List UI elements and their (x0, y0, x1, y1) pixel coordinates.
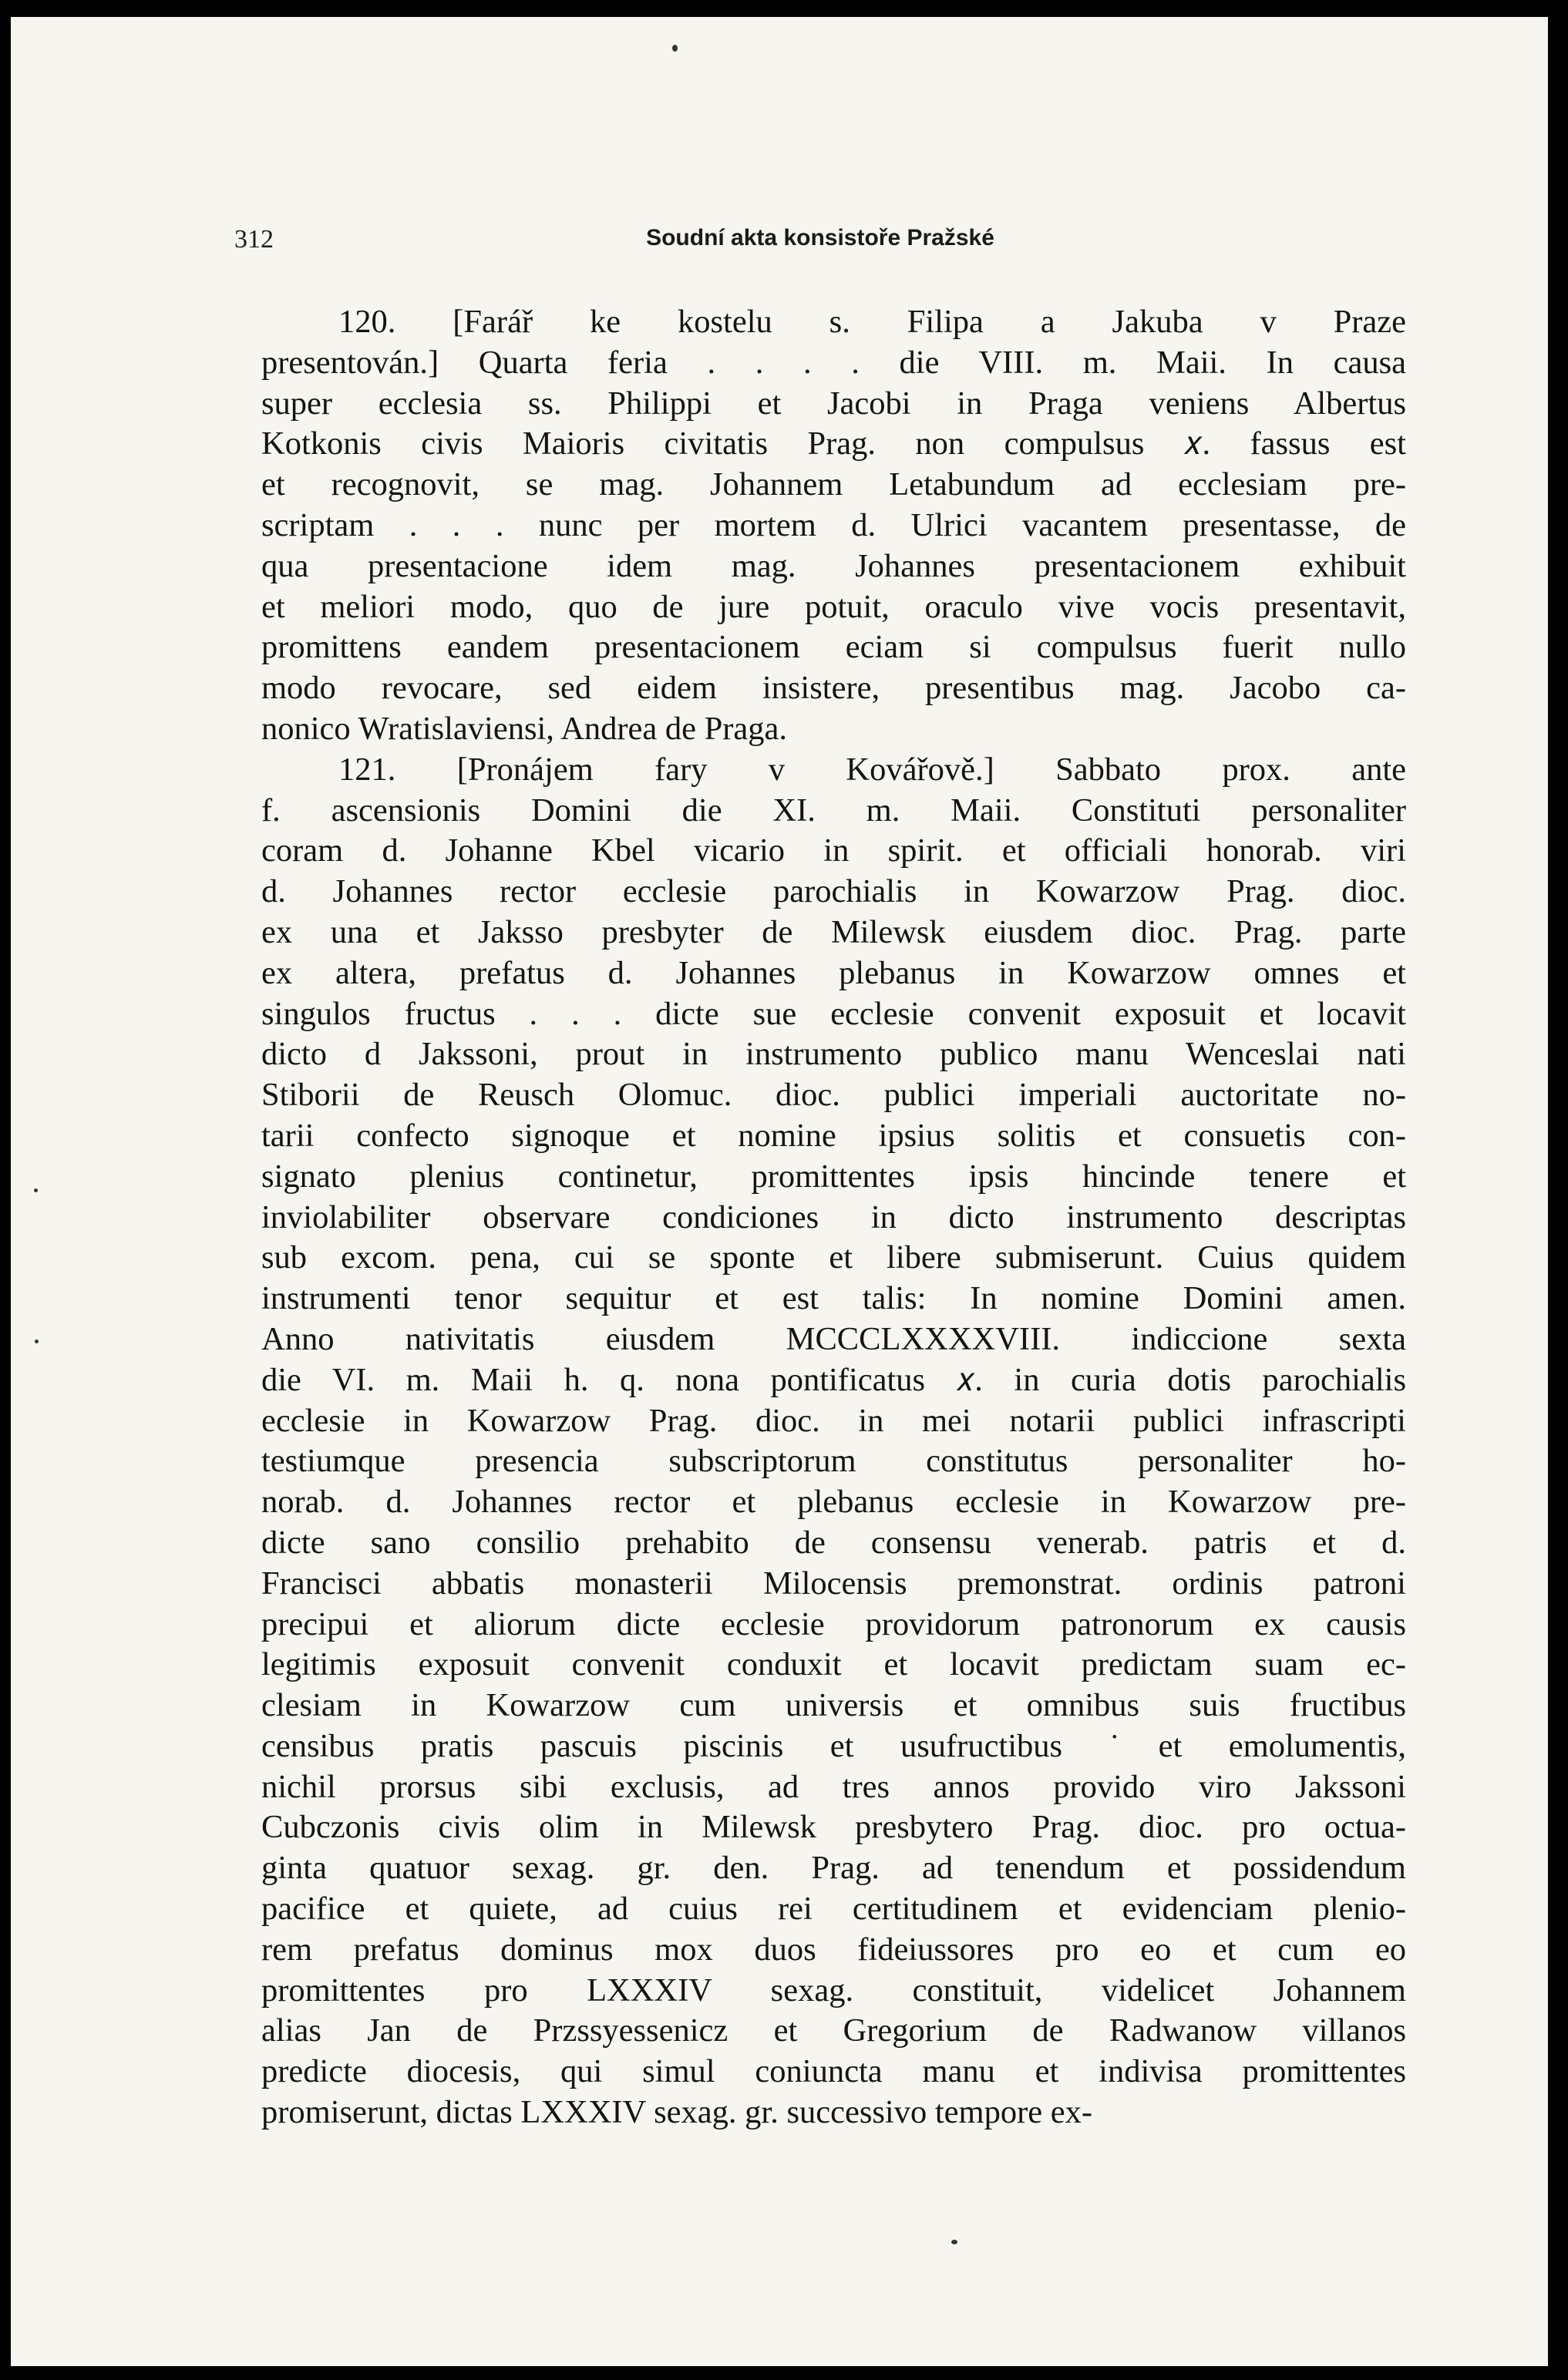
entry-121 (261, 750, 1406, 2133)
text-line: die VI. m. Maii h. q. nona pontificatus 𝑥. in curia dotis parochialis (261, 1361, 1406, 1398)
text-line: scriptam . . . nunc per mortem d. Ulrici vacantem presentasse, de (261, 506, 1406, 543)
running-title: Soudní akta konsistoře Pražské (646, 225, 994, 250)
text-line: precipui et aliorum dicte ecclesie providorum patronorum ex causis (261, 1605, 1406, 1642)
text-line: et meliori modo, quo de jure potuit, oraculo vive vocis presentavit, (261, 588, 1406, 625)
scan-speck (672, 45, 678, 52)
text-line: singulos fructus . . . dicte sue ecclesie convenit exposuit et locavit (261, 995, 1406, 1032)
text-line: sub excom. pena, cui se sponte et libere submiserunt. Cuius quidem (261, 1239, 1406, 1276)
text-line: tarii confecto signoque et nomine ipsius solitis et consuetis con- (261, 1117, 1406, 1154)
text-line: f. ascensionis Domini die XI. m. Maii. Constituti personaliter (261, 792, 1406, 829)
text-line: censibus pratis pascuis piscinis et usufructibus ˙et emolumentis, (261, 1727, 1406, 1764)
text-line: promiserunt, dictas LXXXIV sexag. gr. successivo tempore ex- (261, 2094, 1092, 2131)
text-line: et recognovit, se mag. Johannem Letabundum ad ecclesiam pre- (261, 466, 1406, 503)
page-number: 312 (234, 225, 274, 254)
text-line: 121. [Pronájem fary v Kovářově.] Sabbato prox. ante (338, 751, 1406, 788)
text-line: nonico Wratislaviensi, Andrea de Praga. (261, 710, 788, 747)
text-line: predicte diocesis, qui simul coniuncta manu et indivisa promittentes (261, 2053, 1406, 2090)
text-line: clesiam in Kowarzow cum universis et omnibus suis fructibus (261, 1687, 1406, 1724)
text-line: d. Johannes rector ecclesie parochialis in Kowarzow Prag. dioc. (261, 873, 1406, 910)
text-line: 120. [Farář ke kostelu s. Filipa a Jakuba v Praze (338, 304, 1406, 340)
text-line: ex altera, prefatus d. Johannes plebanus in Kowarzow omnes et (261, 954, 1406, 991)
scan-speck (35, 1340, 39, 1343)
text-line: Francisci abbatis monasterii Milocensis premonstrat. ordinis patroni (261, 1565, 1406, 1602)
text-line: qua presentacione idem mag. Johannes presentacionem exhibuit (261, 547, 1406, 584)
text-line: inviolabiliter observare condiciones in dicto instrumento descriptas (261, 1198, 1406, 1235)
scan-speck (951, 2240, 957, 2244)
text-line: Anno nativitatis eiusdem MCCCLXXXXVIII. indiccione sexta (261, 1320, 1406, 1357)
text-line: instrumenti tenor sequitur et est talis: In nomine Domini amen. (261, 1280, 1406, 1317)
text-line: modo revocare, sed eidem insistere, presentibus mag. Jacobo ca- (261, 670, 1406, 707)
text-line: coram d. Johanne Kbel vicario in spirit. et officiali honorab. viri (261, 832, 1406, 869)
text-line: presentován.] Quarta feria . . . . die VIII. m. Maii. In causa (261, 344, 1406, 381)
scanned-page (11, 17, 1548, 2366)
page-header (234, 219, 1406, 265)
text-line: pacifice et quiete, ad cuius rei certitudinem et evidenciam plenio- (261, 1891, 1406, 1928)
entry-120 (261, 302, 1406, 750)
text-line: Kotkonis civis Maioris civitatis Prag. non compulsus 𝑥. fassus est (261, 425, 1406, 462)
text-line: dicto d Jakssoni, prout in instrumento publico manu Wenceslai nati (261, 1036, 1406, 1073)
text-line: promittens eandem presentacionem eciam si compulsus fuerit nullo (261, 629, 1406, 666)
text-line: legitimis exposuit convenit conduxit et locavit predictam suam ec- (261, 1646, 1406, 1683)
text-line: rem prefatus dominus mox duos fideiussores pro eo et cum eo (261, 1931, 1406, 1968)
text-line: Cubczonis civis olim in Milewsk presbytero Prag. dioc. pro octua- (261, 1809, 1406, 1846)
text-line: promittentes pro LXXXIV sexag. constituit, videlicet Johannem (261, 1972, 1406, 2009)
text-line: alias Jan de Przssyessenicz et Gregorium de Radwanow villanos (261, 2012, 1406, 2049)
text-line: ex una et Jaksso presbyter de Milewsk eiusdem dioc. Prag. parte (261, 913, 1406, 950)
text-line: testiumque presencia subscriptorum constitutus personaliter ho- (261, 1443, 1406, 1480)
text-line: super ecclesia ss. Philippi et Jacobi in Praga veniens Albertus (261, 385, 1406, 422)
text-line: dicte sano consilio prehabito de consensu venerab. patris et d. (261, 1524, 1406, 1561)
text-line: norab. d. Johannes rector et plebanus ecclesie in Kowarzow pre- (261, 1484, 1406, 1521)
body-text (261, 302, 1406, 2133)
text-line: Stiborii de Reusch Olomuc. dioc. publici imperiali auctoritate no- (261, 1077, 1406, 1114)
text-line: nichil prorsus sibi exclusis, ad tres annos provido viro Jakssoni (261, 1768, 1406, 1805)
text-line: ecclesie in Kowarzow Prag. dioc. in mei notarii publici infrascripti (261, 1402, 1406, 1439)
scan-speck (34, 1188, 38, 1192)
text-line: signato plenius continetur, promittentes ipsis hincinde tenere et (261, 1158, 1406, 1195)
text-line: ginta quatuor sexag. gr. den. Prag. ad tenendum et possidendum (261, 1850, 1406, 1887)
